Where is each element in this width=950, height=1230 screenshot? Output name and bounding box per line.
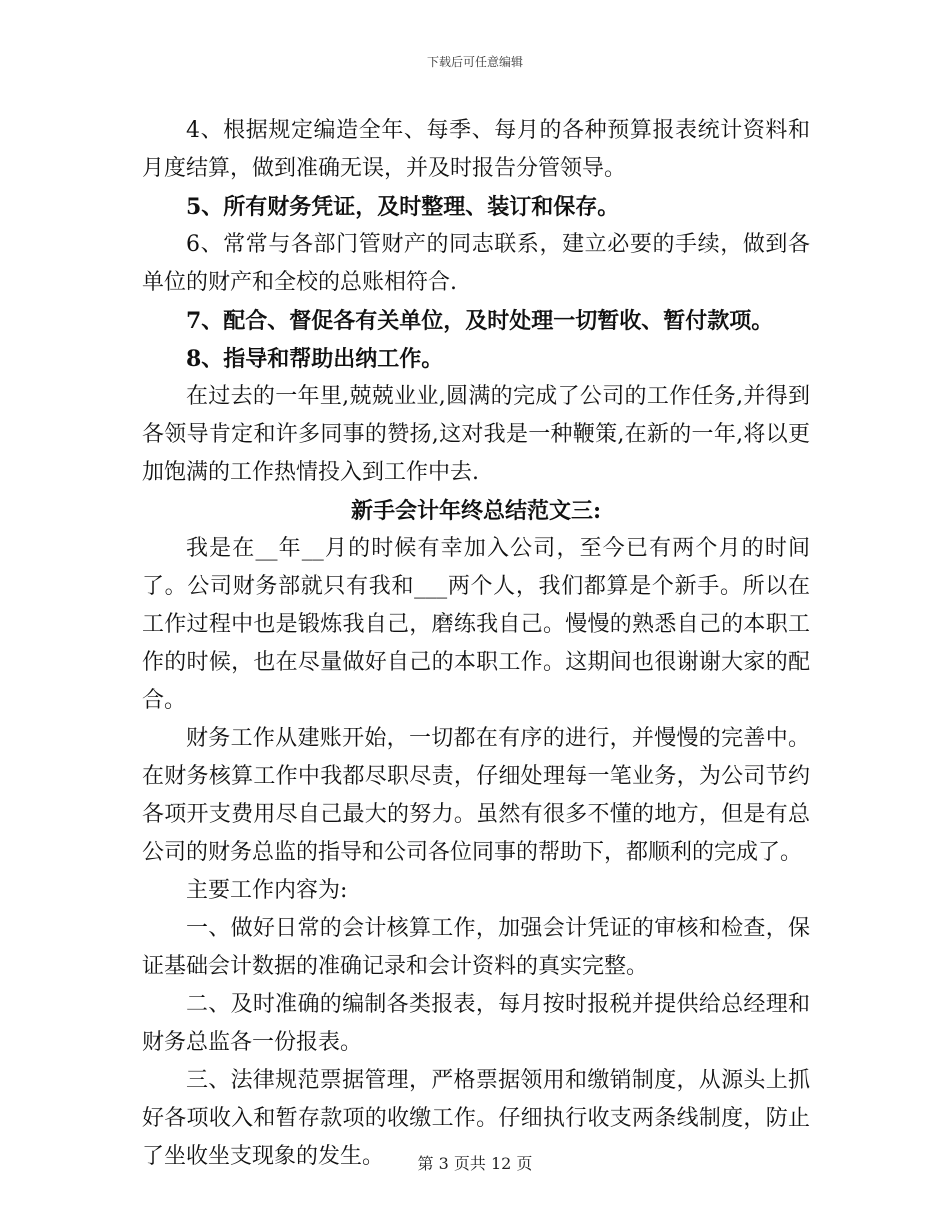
paragraph-item-6: 6、常常与各部门管财产的同志联系，建立必要的手续，做到各单位的财产和全校的总账相符合. [142, 232, 810, 295]
page-header: 下载后可任意编辑 [426, 55, 523, 69]
document-body [142, 112, 810, 1176]
paragraph-item-4: 4、根据规定编造全年、每季、每月的各种预算报表统计资料和月度结算，做到准确无误，并及时报告分管领导。 [142, 118, 810, 181]
paragraph-intro: 我是在__年__月的时候有幸加入公司，至今已有两个月的时间了。公司财务部就只有我和___两个人，我们都算是个新手。所以在工作过程中也是锻炼我自己，磨练我自己。慢慢的熟悉自己的本职工作的时候，也在尽量做好自己的本职工作。这期间也很谢谢大家的配合。 [142, 536, 810, 713]
paragraph-summary: 在过去的一年里,兢兢业业,圆满的完成了公司的工作任务,并得到各领导肯定和许多同事的赞扬,这对我是一种鞭策,在新的一年,将以更加饱满的工作热情投入到工作中去. [142, 384, 810, 485]
section-title: 新手会计年终总结范文三: [350, 498, 602, 524]
paragraph-work-item-2: 二、及时准确的编制各类报表，每月按时报税并提供给总经理和财务总监各一份报表。 [142, 992, 810, 1055]
paragraph-item-5: 5、所有财务凭证，及时整理、装订和保存。 [186, 194, 620, 220]
paragraph-work-item-1: 一、做好日常的会计核算工作，加强会计凭证的审核和检查，保证基础会计数据的准确记录和会计资料的真实完整。 [142, 916, 810, 979]
paragraph-finance-work: 财务工作从建账开始，一切都在有序的进行，并慢慢的完善中。在财务核算工作中我都尽职尽责，仔细处理每一笔业务，为公司节约各项开支费用尽自己最大的努力。虽然有很多不懂的地方，但是有总公司的财务总监的指导和公司各位同事的帮助下，都顺利的完成了。 [142, 726, 810, 865]
page-number-footer: 第 3 页共 12 页 [417, 1154, 533, 1173]
paragraph-main-content-heading: 主要工作内容为: [186, 878, 348, 903]
paragraph-item-7: 7、配合、督促各有关单位，及时处理一切暂收、暂付款项。 [186, 308, 774, 334]
paragraph-item-8: 8、指导和帮助出纳工作。 [186, 346, 444, 372]
paragraph-work-item-3: 三、法律规范票据管理，严格票据领用和缴销制度，从源头上抓好各项收入和暂存款项的收缴工作。仔细执行收支两条线制度，防止了坐收坐支现象的发生。 [142, 1068, 810, 1169]
